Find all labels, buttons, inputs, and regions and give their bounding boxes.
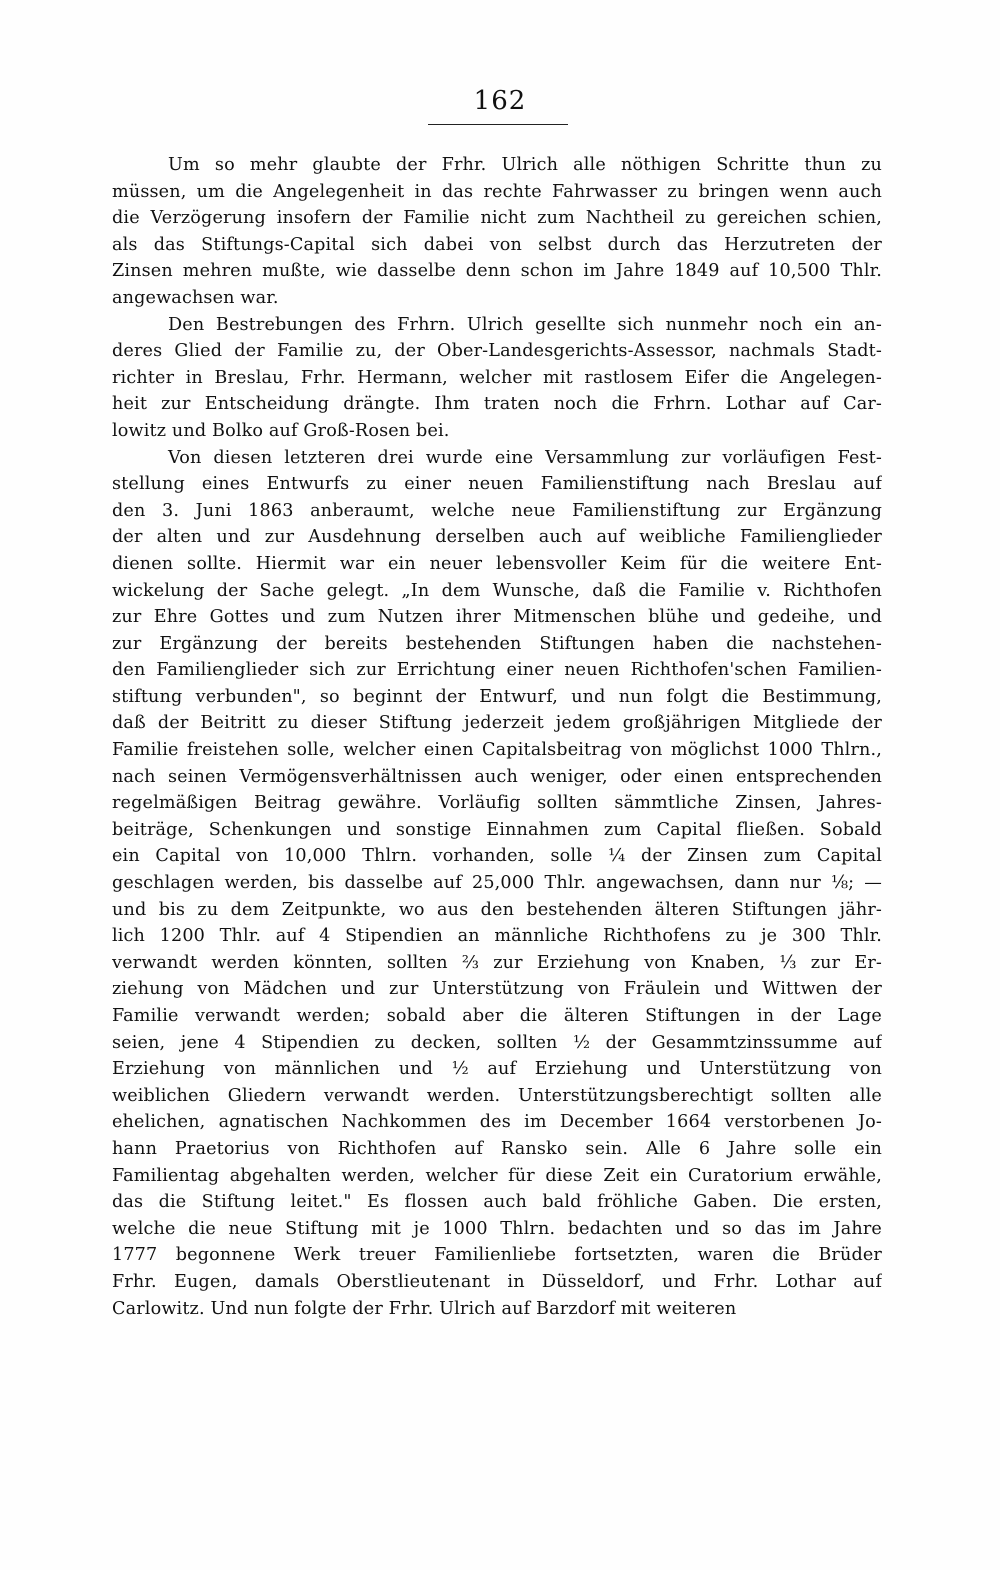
text-line: Familie freistehen solle, welcher einen Capitalsbeitrag von möglichst 1000 Thlrn., bbox=[112, 740, 882, 761]
text-line: Familientag abgehalten werden, welcher für diese Zeit ein Curatorium erwähle, bbox=[112, 1165, 882, 1186]
text-line: angewachsen war. bbox=[112, 287, 279, 308]
text-line: lowitz und Bolko auf Groß-Rosen bei. bbox=[112, 420, 450, 441]
text-line: zur Ergänzung der bereits bestehenden Stiftungen haben die nachstehen- bbox=[112, 633, 882, 654]
text-line: Den Bestrebungen des Frhrn. Ulrich gesellte sich nunmehr noch ein an- bbox=[168, 314, 882, 335]
text-line: als das Stiftungs-Capital sich dabei von selbst durch das Herzutreten der bbox=[112, 234, 882, 255]
text-line: 1777 begonnene Werk treuer Familienliebe fortsetzten, waren die Brüder bbox=[112, 1245, 882, 1266]
text-line: zur Ehre Gottes und zum Nutzen ihrer Mitmenschen blühe und gedeihe, und bbox=[112, 607, 882, 628]
text-line: welche die neue Stiftung mit je 1000 Thlrn. bedachten und so das im Jahre bbox=[112, 1218, 882, 1239]
text-line: Von diesen letzteren drei wurde eine Versammlung zur vorläufigen Fest- bbox=[168, 447, 882, 468]
text-line: stellung eines Entwurfs zu einer neuen Familienstiftung nach Breslau auf bbox=[112, 474, 882, 495]
text-line: ein Capital von 10,000 Thlrn. vorhanden, solle ¼ der Zinsen zum Capital bbox=[112, 846, 882, 867]
text-line: hann Praetorius von Richthofen auf Ransko sein. Alle 6 Jahre solle ein bbox=[112, 1138, 882, 1159]
text-line: daß der Beitritt zu dieser Stiftung jederzeit jedem großjährigen Mitgliede der bbox=[112, 713, 882, 734]
paragraph bbox=[112, 152, 882, 312]
text-line: regelmäßigen Beitrag gewähre. Vorläufig sollten sämmtliche Zinsen, Jahres- bbox=[112, 793, 882, 814]
body-text bbox=[112, 152, 882, 1322]
text-line: deres Glied der Familie zu, der Ober-Landesgerichts-Assessor, nachmals Stadt- bbox=[112, 341, 882, 362]
text-line: dienen sollte. Hiermit war ein neuer lebensvoller Keim für die weitere Ent- bbox=[112, 553, 882, 574]
text-line: die Verzögerung insofern der Familie nicht zum Nachtheil zu gereichen schien, bbox=[112, 208, 882, 229]
text-line: und bis zu dem Zeitpunkte, wo aus den bestehenden älteren Stiftungen jähr- bbox=[112, 899, 882, 920]
text-line: beiträge, Schenkungen und sonstige Einnahmen zum Capital fließen. Sobald bbox=[112, 819, 882, 840]
text-line: geschlagen werden, bis dasselbe auf 25,000 Thlr. angewachsen, dann nur ⅛; — bbox=[112, 873, 882, 894]
text-line: Frhr. Eugen, damals Oberstlieutenant in Düsseldorf, und Frhr. Lothar auf bbox=[112, 1271, 882, 1292]
text-line: das die Stiftung leitet." Es flossen auch bald fröhliche Gaben. Die ersten, bbox=[112, 1192, 882, 1213]
header-rule bbox=[428, 124, 568, 125]
text-line: müssen, um die Angelegenheit in das rechte Fahrwasser zu bringen wenn auch bbox=[112, 181, 882, 202]
text-line: Familie verwandt werden; sobald aber die älteren Stiftungen in der Lage bbox=[112, 1006, 882, 1026]
text-line: Carlowitz. Und nun folgte der Frhr. Ulrich auf Barzdorf mit weiteren bbox=[112, 1298, 737, 1319]
text-line: Zinsen mehren mußte, wie dasselbe denn schon im Jahre 1849 auf 10,500 Thlr. bbox=[112, 261, 882, 282]
text-line: richter in Breslau, Frhr. Hermann, welcher mit rastlosem Eifer die Angelegen- bbox=[112, 367, 882, 388]
text-line: nach seinen Vermögensverhältnissen auch weniger, oder einen entsprechenden bbox=[112, 766, 882, 787]
page-number: 162 bbox=[473, 86, 527, 116]
text-line: wickelung der Sache gelegt. „In dem Wunsche, daß die Familie v. Richthofen bbox=[112, 580, 882, 601]
text-line: lich 1200 Thlr. auf 4 Stipendien an männliche Richthofens zu je 300 Thlr. bbox=[112, 926, 882, 947]
paragraph bbox=[112, 445, 882, 1323]
text-line: Um so mehr glaubte der Frhr. Ulrich alle nöthigen Schritte thun zu bbox=[168, 155, 882, 175]
paragraph bbox=[112, 312, 882, 445]
text-line: den 3. Juni 1863 anberaumt, welche neue Familienstiftung zur Ergänzung bbox=[112, 500, 882, 521]
text-line: verwandt werden könnten, sollten ⅔ zur Erziehung von Knaben, ⅓ zur Er- bbox=[112, 952, 882, 973]
text-line: den Familienglieder sich zur Errichtung einer neuen Richthofen'schen Familien- bbox=[112, 660, 882, 681]
text-line: stiftung verbunden", so beginnt der Entwurf, und nun folgt die Bestimmung, bbox=[112, 686, 882, 707]
text-line: seien, jene 4 Stipendien zu decken, sollten ½ der Gesammtzinssumme auf bbox=[112, 1032, 882, 1053]
text-line: der alten und zur Ausdehnung derselben auch auf weibliche Familienglieder bbox=[112, 527, 882, 548]
text-line: weiblichen Gliedern verwandt werden. Unterstützungsberechtigt sollten alle bbox=[112, 1085, 882, 1106]
text-line: heit zur Entscheidung drängte. Ihm traten noch die Frhrn. Lothar auf Car- bbox=[112, 394, 882, 415]
text-line: Erziehung von männlichen und ½ auf Erziehung und Unterstützung von bbox=[112, 1059, 882, 1080]
text-line: ziehung von Mädchen und zur Unterstützung von Fräulein und Wittwen der bbox=[112, 979, 882, 1000]
text-line: ehelichen, agnatischen Nachkommen des im December 1664 verstorbenen Jo- bbox=[112, 1112, 882, 1133]
